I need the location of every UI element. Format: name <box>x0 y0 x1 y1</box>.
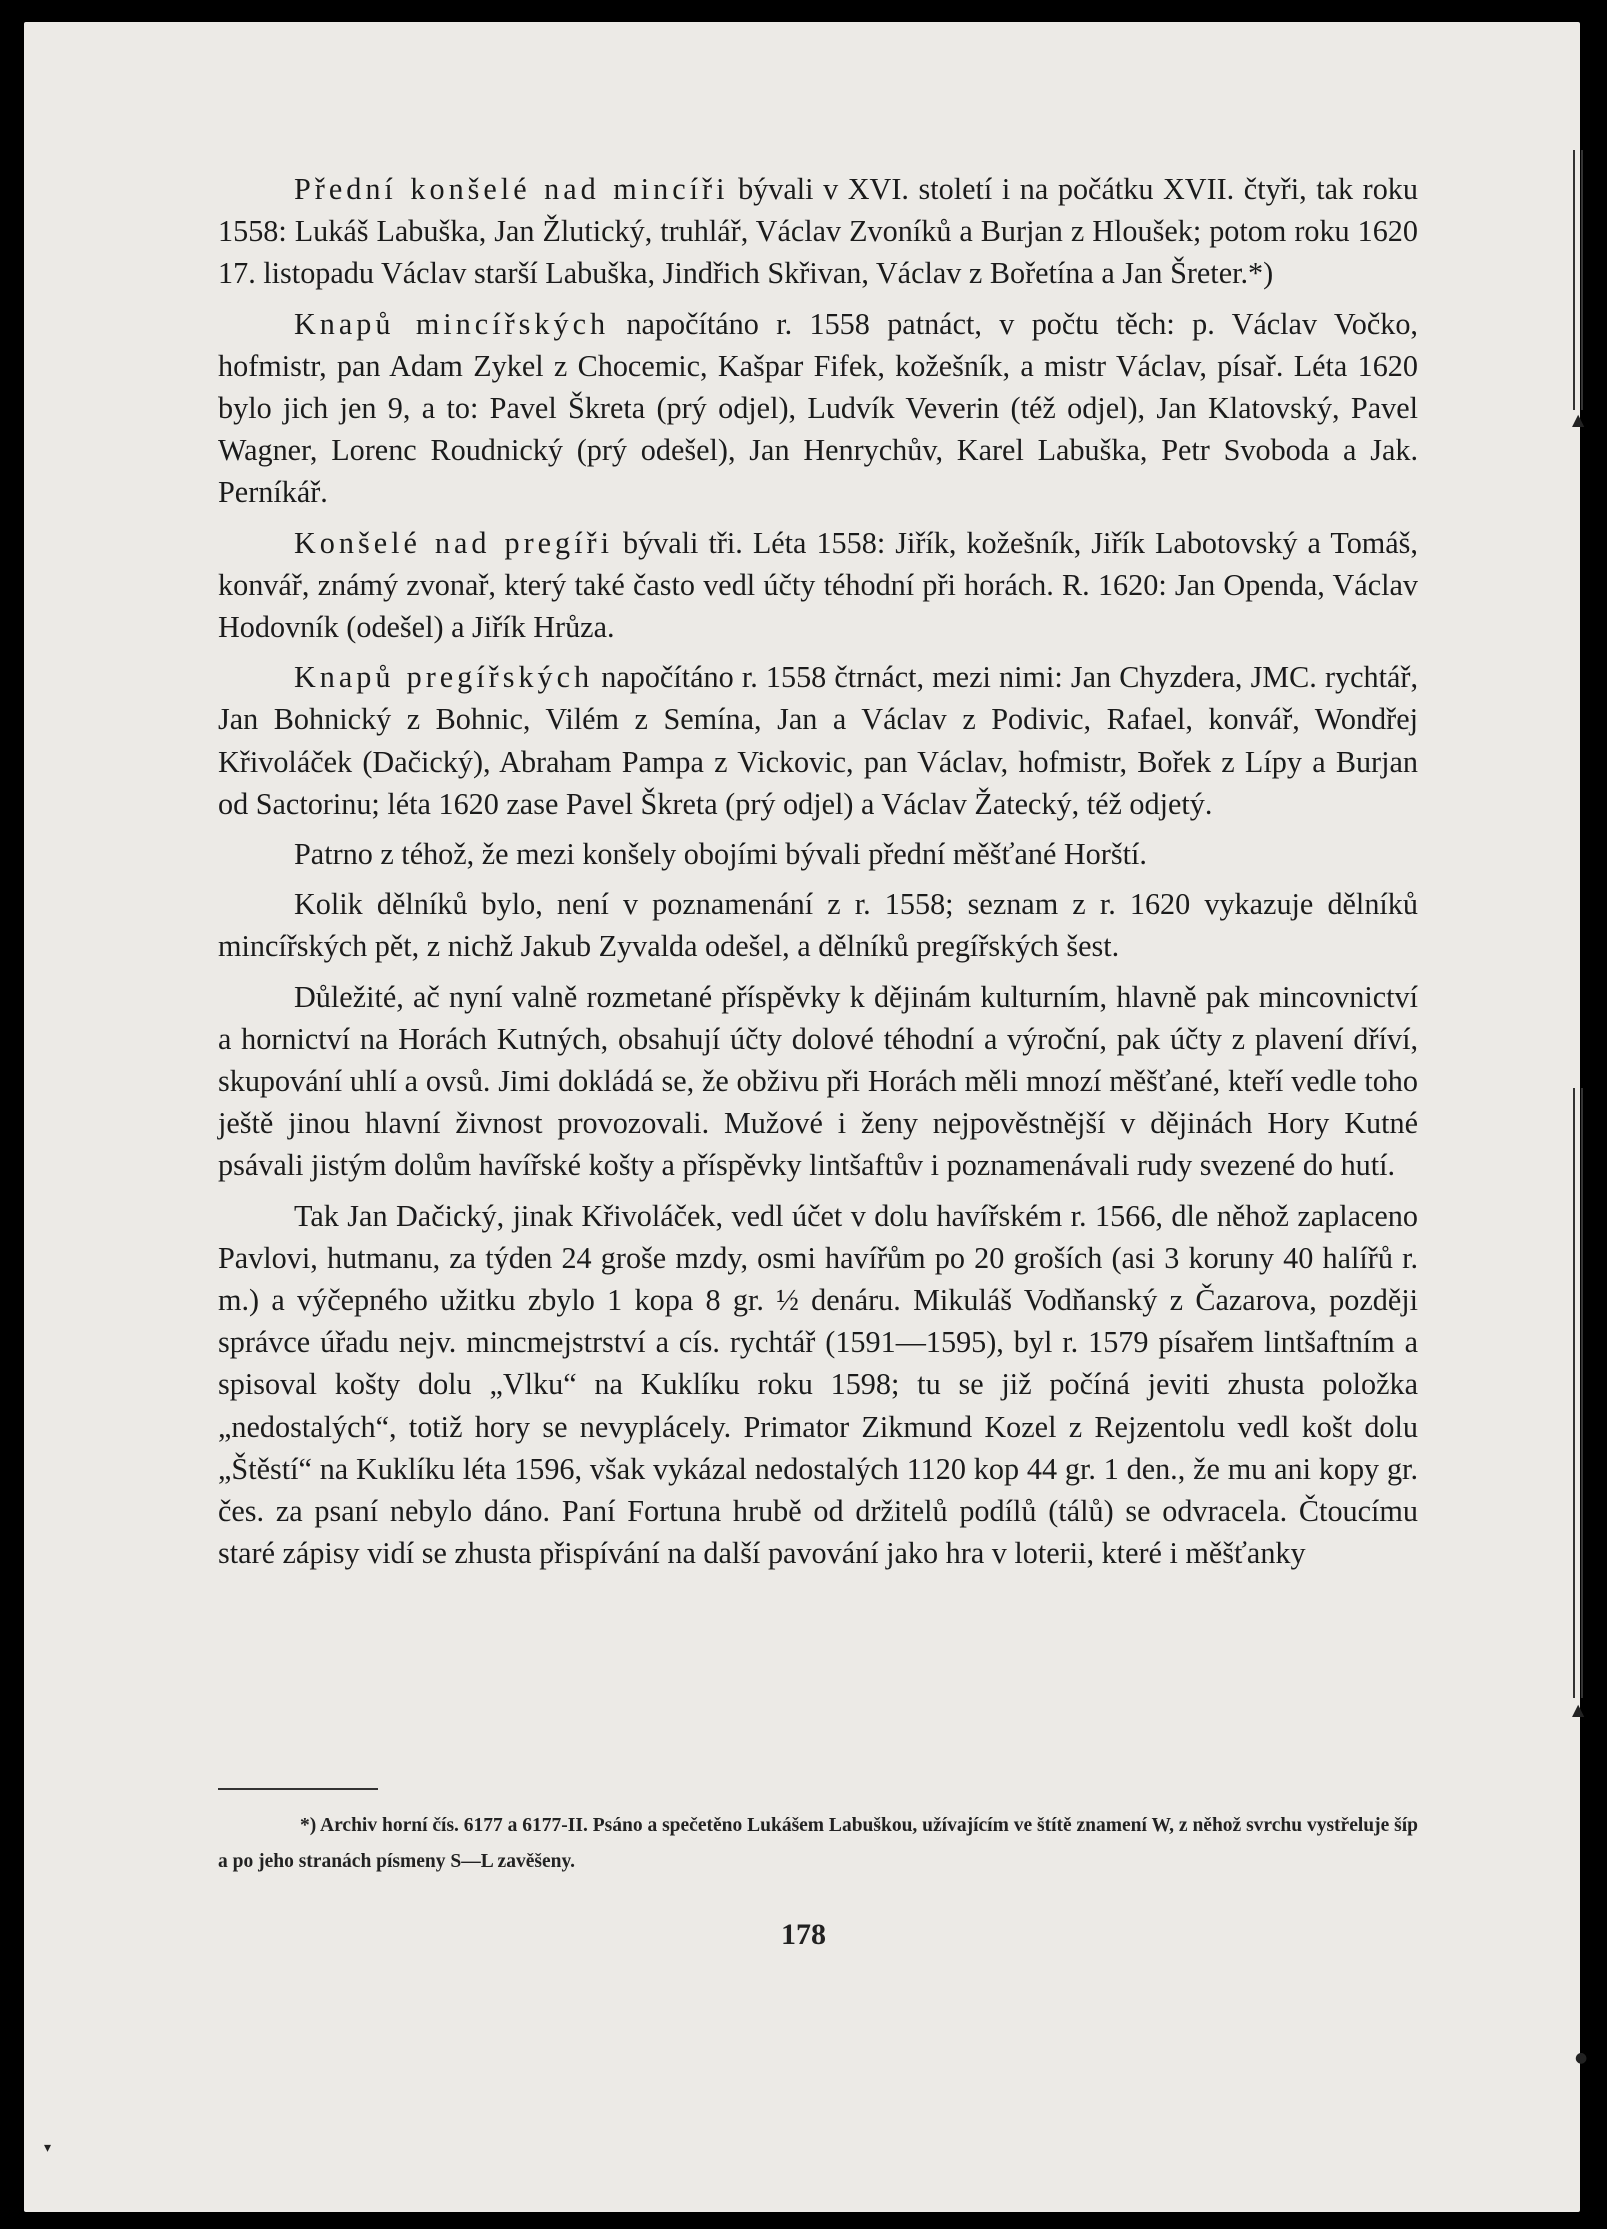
paragraph-lead: Konšelé nad pregíři <box>294 525 613 560</box>
binding-mark-top <box>1573 150 1583 410</box>
paragraph-text: Kolik dělníků bylo, není v poznamenání z r. 1558; seznam z r. 1620 vykazuje dělníků mincířských pět, z nichž Jakub Zyvalda odešel, a dělníků pregířských šest. <box>218 887 1418 964</box>
paragraph <box>218 168 1418 295</box>
paragraph-text: Tak Jan Dačický, jinak Křivoláček, vedl účet v dolu havířském r. 1566, dle něhož zaplaceno Pavlovi, hutmanu, za týden 24 groše mzdy, osmi havířům po 20 groších (asi 3 koruny 40 halířů r. m.) a výčepného užitku zbylo 1 kopa 8 gr. ½ denáru. Mikuláš Vodňanský z Čazarova, později správce úřadu nejv. mincmejstrství a cís. rychtář (1591—1595), byl r. 1579 písařem lintšaftním a spisoval košty dolu „Vlku“ na Kuklíku roku 1598; tu se již počíná jeviti zhusta položka „nedostalých“, totiž hory se nevyplácely. Primator Zikmund Kozel z Rejzentolu vedl košt dolu „Štěstí“ na Kuklíku léta 1596, však vykázal nedostalých 1120 kop 44 gr. 1 den., že mu ani kopy gr. čes. za psaní nebylo dáno. Paní Fortuna hrubě od držitelů podílů (tálů) se odvracela. Čtoucímu staré zápisy vidí se zhusta přispívání na další pavování jako hra v loterii, které i měšťanky <box>218 1198 1418 1571</box>
paragraph-text: Důležité, ač nyní valně rozmetané příspěvky k dějinám kulturním, hlavně pak mincovnictví a hornictví na Horách Kutných, obsahují účty dolové téhodní a výroční, pak účty z plavení dříví, skupování uhlí a ovsů. Jimi dokládá se, že obživu při Horách měli mnozí měšťané, kteří vedle toho ještě jinou hlavní živnost provozovali. Mužové i ženy nejpověstnější v dějinách Hory Kutné psávali jistým dolům havířské košty a příspěvky lintšaftův i poznamenávali rudy svezené do hutí. <box>218 979 1418 1183</box>
paragraph <box>218 656 1418 825</box>
paragraph <box>218 522 1418 649</box>
paragraph-lead: Knapů pregířských <box>294 660 594 695</box>
paragraph <box>218 1195 1418 1575</box>
binding-dot-bottom: ▲ <box>1572 1700 1585 1719</box>
paragraph <box>218 833 1418 875</box>
paragraph <box>218 303 1418 514</box>
corner-tick: ▾ <box>44 2140 52 2156</box>
paragraph-text: napočítáno r. 1558 patnáct, v počtu těch: p. Václav Vočko, hofmistr, pan Adam Zykel z Chocemic, Kašpar Fifek, kožešník, a mistr Václav, písař. Léta 1620 bylo jich jen 9, a to: Pavel Škreta (prý odjel), Ludvík Veverin (též odjel), Jan Klatovský, Pavel Wagner, Lorenc Roudnický (prý odešel), Jan Henrychův, Karel Labuška, Petr Svoboda a Jak. Perníkář. <box>218 306 1418 510</box>
paragraph <box>218 883 1418 967</box>
footnote: *) Archiv horní čís. 6177 a 6177-II. Psáno a spečetěno Lukášem Labuškou, užívajícím ve štítě znamení W, z něhož svrchu vystřeluje šíp a po jeho stranách písmeny S—L zavěšeny. <box>218 1815 1418 1872</box>
paragraph-lead: Knapů mincířských <box>294 306 610 341</box>
binding-dot-top: ▲ <box>1572 410 1585 429</box>
paragraph-lead: Přední konšelé nad mincíři <box>294 172 729 206</box>
paragraph-text: Patrno z téhož, že mezi konšely obojími bývali přední měšťané Horští. <box>294 837 1147 872</box>
binding-mark-bottom <box>1573 1088 1583 1698</box>
paragraph-text: bývali tři. Léta 1558: Jiřík, kožešník, Jiřík Labotovský a Tomáš, konvář, známý zvonař, který také často vedl účty téhodní při horách. R. 1620: Jan Openda, Václav Hodovník (odešel) a Jiřík Hrůza. <box>218 525 1418 645</box>
footnote-rule <box>218 1788 378 1790</box>
paragraph-text: napočítáno r. 1558 čtrnáct, mezi nimi: Jan Chyzdera, JMC. rychtář, Jan Bohnický z Bohnic, Vilém z Semína, Jan a Václav z Podivic, Rafael, konvář, Wondřej Křivoláček (Dačický), Abraham Pampa z Vickovic, pan Václav, hofmistr, Bořek z Lípy a Burjan od Sactorinu; léta 1620 zase Pavel Škreta (prý odjel) a Václav Žatecký, též odjetý. <box>218 660 1418 821</box>
body-text <box>218 168 1418 1583</box>
page-number: 178 <box>781 1918 826 1951</box>
margin-dot: ● <box>1575 2050 1588 2066</box>
paragraph-text: bývali v XVI. století i na počátku XVII. čtyři, tak roku 1558: Lukáš Labuška, Jan Žlutický, truhlář, Václav Zvoníků a Burjan z Hloušek; potom roku 1620 17. listopadu Václav starší Labuška, Jindřich Skřivan, Václav z Bořetína a Jan Šreter.*) <box>218 172 1418 291</box>
paragraph <box>218 976 1418 1187</box>
